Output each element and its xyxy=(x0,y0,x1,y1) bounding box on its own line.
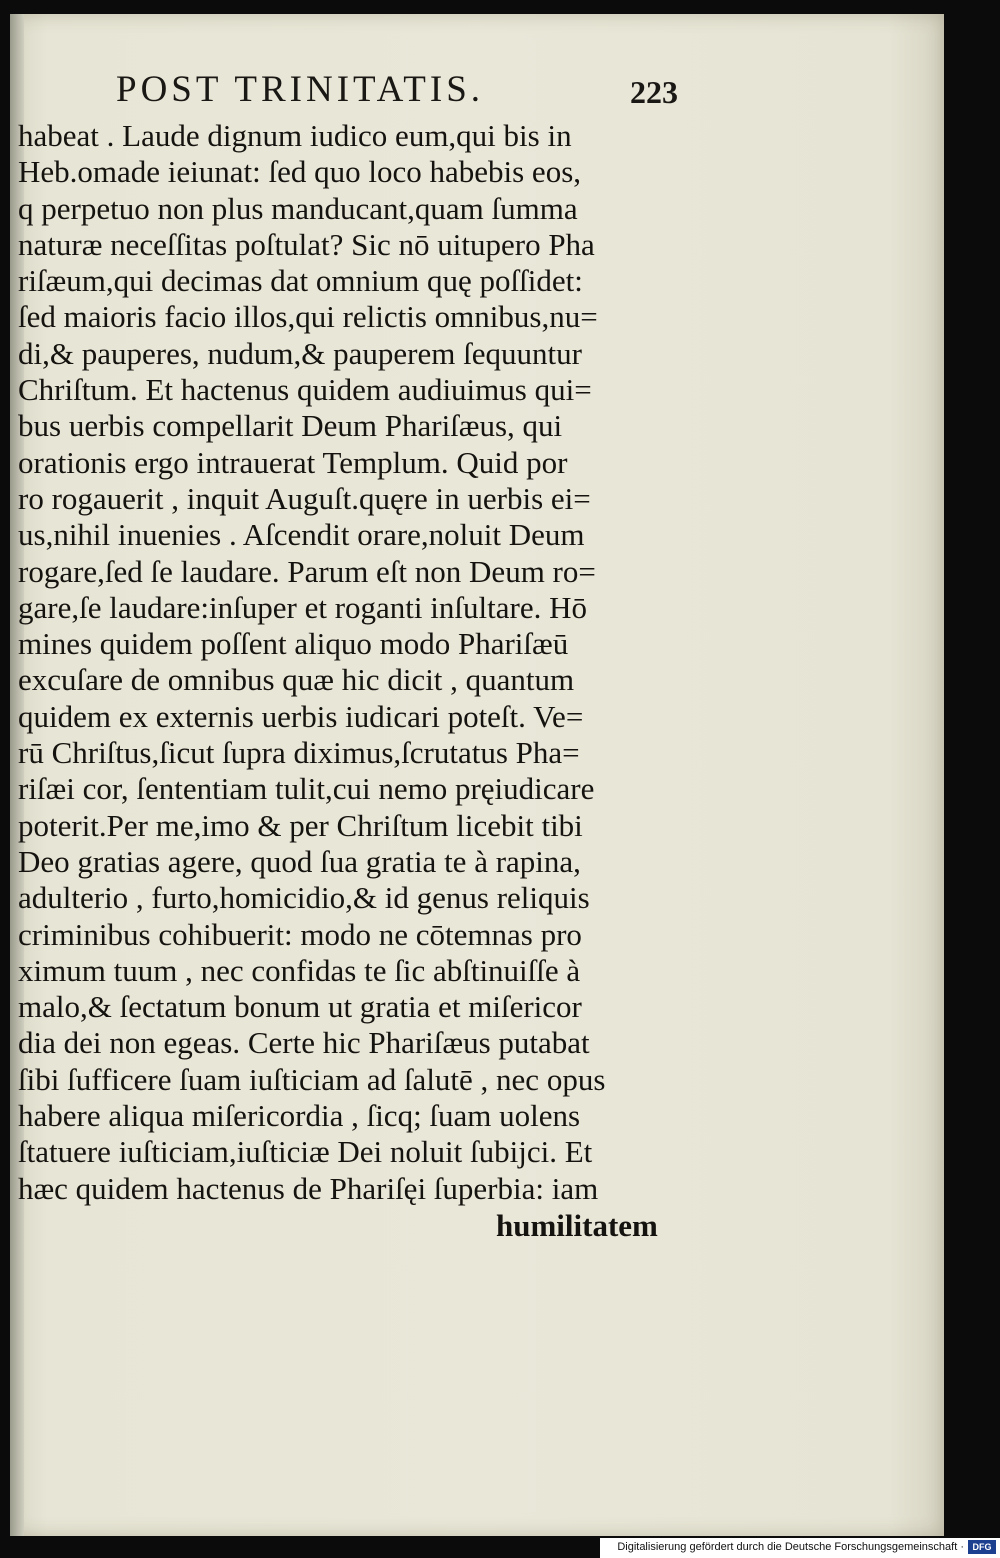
text-line: orationis ergo intrauerat Templum. Quid por xyxy=(18,444,568,480)
text-line: us,nihil inuenies . Aſcendit orare,noluit Deum xyxy=(18,517,585,553)
text-line: ſed maioris facio illos,qui relictis omnibus,nu= xyxy=(18,299,598,335)
page-number: 223 xyxy=(630,74,678,110)
text-line: ro rogauerit , inquit Auguſt.quęre in uerbis ei= xyxy=(18,480,591,516)
text-line: bus uerbis compellarit Deum Phariſæus, qui xyxy=(18,408,563,444)
funding-credit: Digitalisierung gefördert durch die Deutsche Forschungsgemeinschaft · xyxy=(617,1541,964,1553)
running-head: POST TRINITATIS. xyxy=(116,69,485,110)
body-text xyxy=(18,118,708,1207)
text-line: ſibi ſufficere ſuam iuſticiam ad ſalutē , nec opus xyxy=(18,1061,606,1097)
text-line: q perpetuo non plus manducant,quam ſumma xyxy=(18,190,578,226)
text-line: hæc quidem hactenus de Phariſęi ſuperbia: iam xyxy=(18,1170,599,1206)
text-line: ximum tuum , nec confidas te ſic abſtinuiſſe à xyxy=(18,952,581,988)
text-line: riſæi cor, ſententiam tulit,cui nemo pręiudicare xyxy=(18,771,595,807)
text-line: mines quidem poſſent aliquo modo Phariſæū xyxy=(18,626,569,662)
text-line: rogare,ſed ſe laudare. Parum eſt non Deum ro= xyxy=(18,553,596,589)
text-line: riſæum,qui decimas dat omnium quę poſſidet: xyxy=(18,263,583,299)
text-line: poterit.Per me,imo & per Chriſtum licebit tibi xyxy=(18,807,583,843)
text-line: dia dei non egeas. Certe hic Phariſæus putabat xyxy=(18,1025,590,1061)
text-line: adulterio , furto,homicidio,& id genus reliquis xyxy=(18,880,590,916)
text-line: habeat . Laude dignum iudico eum,qui bis in xyxy=(18,118,572,153)
text-line: quidem ex externis uerbis iudicari poteſt. Ve= xyxy=(18,698,584,734)
text-line: Heb.omade ieiunat: ſed quo loco habebis eos, xyxy=(18,154,582,190)
text-line: criminibus cohibuerit: modo ne cōtemnas pro xyxy=(18,916,582,952)
text-line: rū Chriſtus,ſicut ſupra diximus,ſcrutatus Pha= xyxy=(18,735,580,771)
catchword: humilitatem xyxy=(496,1208,658,1243)
text-line: ſtatuere iuſticiam,iuſticiæ Dei noluit ſubijci. Et xyxy=(18,1134,593,1170)
text-line: habere aliqua miſericordia , ſicq; ſuam uolens xyxy=(18,1098,581,1134)
text-line: Chriſtum. Et hactenus quidem audiuimus qui= xyxy=(18,372,592,408)
text-line: naturæ neceſſitas poſtulat? Sic nō uitupero Pha xyxy=(18,226,595,262)
text-line: di,& pauperes, nudum,& pauperem ſequuntur xyxy=(18,335,582,371)
text-line: gare,ſe laudare:inſuper et roganti inſultare. Hō xyxy=(18,589,587,625)
text-line: malo,& ſectatum bonum ut gratia et miſericor xyxy=(18,989,582,1025)
text-line: Deo gratias agere, quod ſua gratia te à rapina, xyxy=(18,843,581,879)
text-line: excuſare de omnibus quæ hic dicit , quantum xyxy=(18,662,575,698)
dfg-logo-icon: DFG xyxy=(968,1540,996,1554)
